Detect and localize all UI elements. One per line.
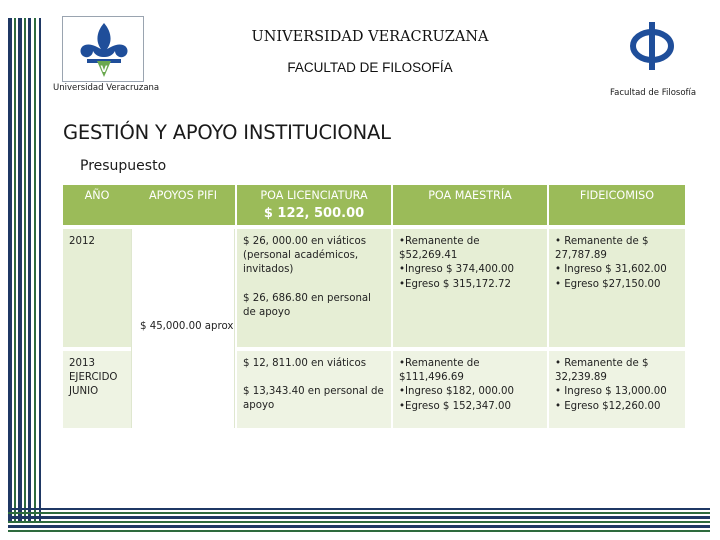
svg-text:V: V xyxy=(100,65,108,75)
row-2013-maestria-ingreso: •Ingreso $182, 000.00 xyxy=(399,386,514,398)
pifi-merged-cell xyxy=(131,229,235,428)
header-pifi-label: APOYOS PIFI xyxy=(148,189,218,202)
row-2012-fideicomiso-remanente: • Remanente de $ 27,787.89 xyxy=(555,236,649,262)
row-2012-licenciatura xyxy=(237,229,391,347)
header-licenciatura xyxy=(237,185,391,225)
row-2012-lic-personal: $ 26, 686.80 en personal de apoyo xyxy=(243,292,372,318)
header-maestria xyxy=(393,185,547,225)
row-2012-fideicomiso-ingreso: • Ingreso $ 31,602.00 xyxy=(555,264,667,276)
row-2012-lic-viaticos: $ 26, 000.00 en viáticos (personal académicos, invitados) xyxy=(243,236,367,276)
pifi-amount: $ 45,000.00 aprox xyxy=(140,321,234,332)
row-2013-lic-personal: $ 13,343.40 en personal de apoyo xyxy=(243,386,384,412)
row-2013-licenciatura xyxy=(237,351,391,428)
header-pifi xyxy=(131,185,235,225)
header-year-label: AÑO xyxy=(84,189,110,202)
row-2012-year xyxy=(63,229,131,347)
page-title: GESTIÓN Y APOYO INSTITUCIONAL xyxy=(63,121,391,144)
row-2013-fideicomiso-ingreso: • Ingreso $ 13,000.00 xyxy=(555,386,667,398)
header-year xyxy=(63,185,131,225)
university-title: UNIVERSIDAD VERACRUZANA xyxy=(251,29,489,45)
header-licenciatura-total: $ 122, 500.00 xyxy=(263,206,365,222)
uv-logo-caption: Universidad Veracruzana xyxy=(53,83,160,93)
row-2012-maestria-ingreso: •Ingreso $ 374,400.00 xyxy=(399,264,514,276)
row-2012-maestria xyxy=(393,229,547,347)
faculty-logo-caption: Facultad de Filosofía xyxy=(610,88,697,98)
row-2013-maestria-remanente: •Remanente de $111,496.69 xyxy=(399,358,480,384)
row-2013-lic-viaticos: $ 12, 811.00 en viáticos xyxy=(243,358,367,369)
header-maestria-label: POA MAESTRÍA xyxy=(428,189,512,202)
header-fideicomiso xyxy=(549,185,685,225)
bottom-decorative-stripes xyxy=(8,508,710,532)
left-decorative-stripes xyxy=(8,18,48,523)
row-year-label: 2013 EJERCIDO JUNIO xyxy=(69,358,118,398)
row-2013-maestria xyxy=(393,351,547,428)
row-2013-fideicomiso xyxy=(549,351,685,428)
row-2013-year xyxy=(63,351,131,428)
header-licenciatura-label: POA LICENCIATURA xyxy=(260,189,368,202)
row-2012-fideicomiso-egreso: • Egreso $27,150.00 xyxy=(555,278,661,290)
row-2012-fideicomiso xyxy=(549,229,685,347)
row-year-label: 2012 xyxy=(69,236,95,247)
row-2012-maestria-remanente: •Remanente de $52,269.41 xyxy=(399,236,480,262)
row-2012-maestria-egreso: •Egreso $ 315,172.72 xyxy=(399,278,511,290)
faculty-title: FACULTAD DE FILOSOFÍA xyxy=(287,60,453,75)
header-fideicomiso-label: FIDEICOMISO xyxy=(579,189,655,202)
row-2013-fideicomiso-egreso: • Egreso $12,260.00 xyxy=(555,400,661,412)
row-2013-fideicomiso-remanente: • Remanente de $ 32,239.89 xyxy=(555,358,649,384)
section-subtitle: Presupuesto xyxy=(80,158,167,174)
row-2013-maestria-egreso: •Egreso $ 152,347.00 xyxy=(399,400,511,412)
